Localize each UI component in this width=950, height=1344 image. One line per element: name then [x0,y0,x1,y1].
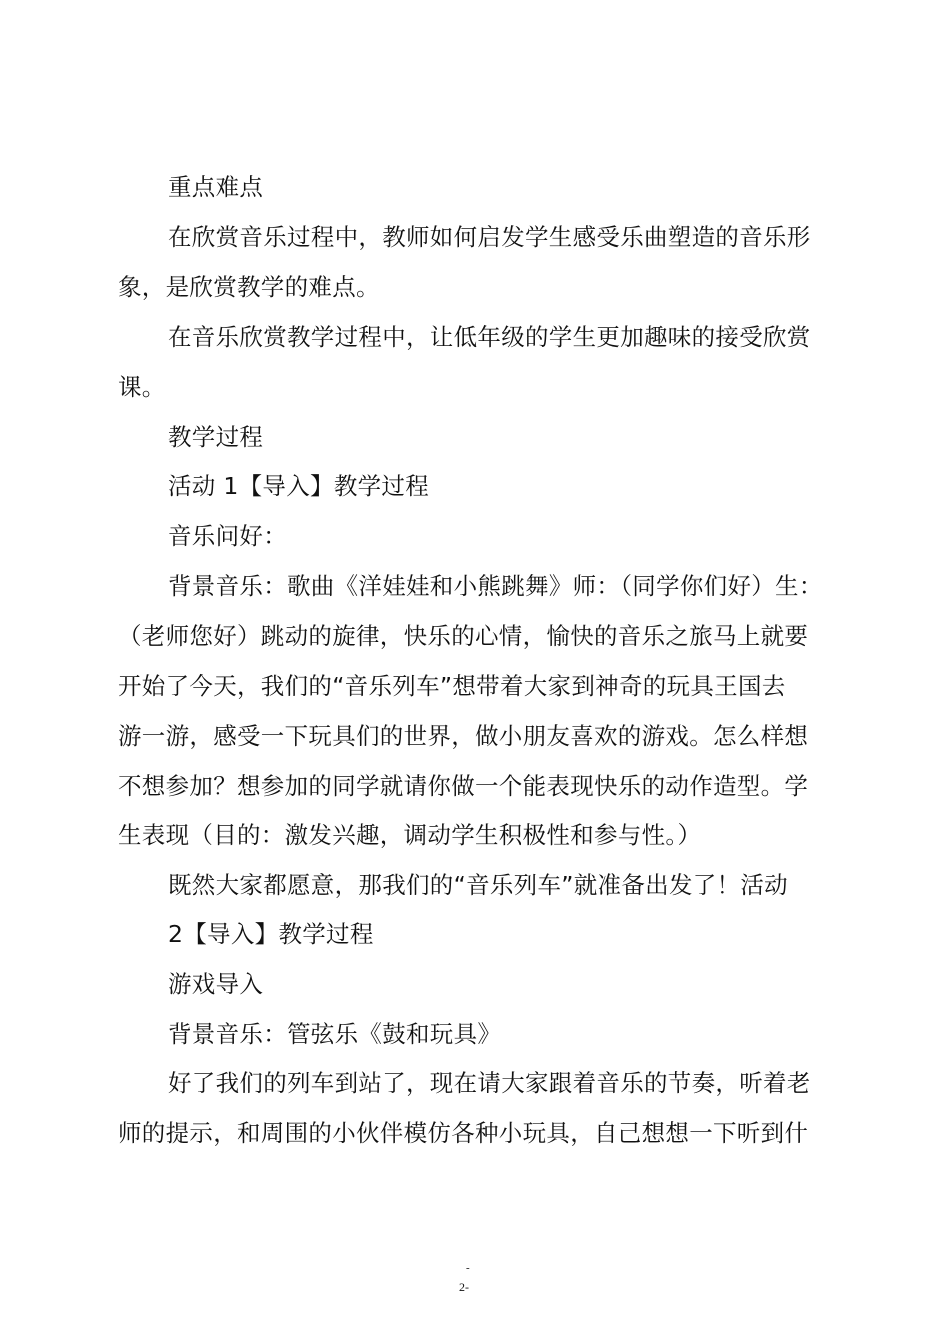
footer-dash: - [466,1262,470,1274]
section-heading-key-difficulties: 重点难点 [168,173,264,201]
paragraph-line: 课。 [118,373,166,401]
paragraph-line: 在欣赏音乐过程中，教师如何启发学生感受乐曲塑造的音乐形 [168,223,811,251]
subheading-music-greeting: 音乐问好： [168,522,287,550]
activity-heading: 活动 1【导入】教学过程 [168,472,430,500]
paragraph-line: 开始了今天，我们的“音乐列车”想带着大家到神奇的玩具王国去 [118,672,786,700]
paragraph-line: 师的提示，和周围的小伙伴模仿各种小玩具，自己想想一下听到什 [118,1119,809,1147]
paragraph-line: 象，是欣赏教学的难点。 [118,273,380,301]
paragraph-line: 好了我们的列车到站了，现在请大家跟着音乐的节奏，听着老 [168,1069,811,1097]
paragraph-line: 在音乐欣赏教学过程中，让低年级的学生更加趣味的接受欣赏 [168,323,811,351]
paragraph-line: 背景音乐：歌曲《洋娃娃和小熊跳舞》师：（同学你们好）生： [168,572,823,600]
activity-heading: 2【导入】教学过程 [168,920,374,948]
section-heading-teaching-process: 教学过程 [168,423,264,451]
paragraph-line: 生表现（目的：激发兴趣，调动学生积极性和参与性。） [118,821,702,849]
page-number: 2- [459,1280,469,1294]
paragraph-line: 不想参加？想参加的同学就请你做一个能表现快乐的动作造型。学 [118,772,809,800]
paragraph-line: （老师您好）跳动的旋律，快乐的心情，愉快的音乐之旅马上就要 [118,622,809,650]
paragraph-line: 既然大家都愿意，那我们的“音乐列车”就准备出发了！活动 [168,871,788,899]
subheading-game-intro: 游戏导入 [168,970,264,998]
paragraph-line: 游一游，感受一下玩具们的世界，做小朋友喜欢的游戏。怎么样想 [118,722,809,750]
paragraph-line: 背景音乐：管弦乐《鼓和玩具》 [168,1020,502,1048]
